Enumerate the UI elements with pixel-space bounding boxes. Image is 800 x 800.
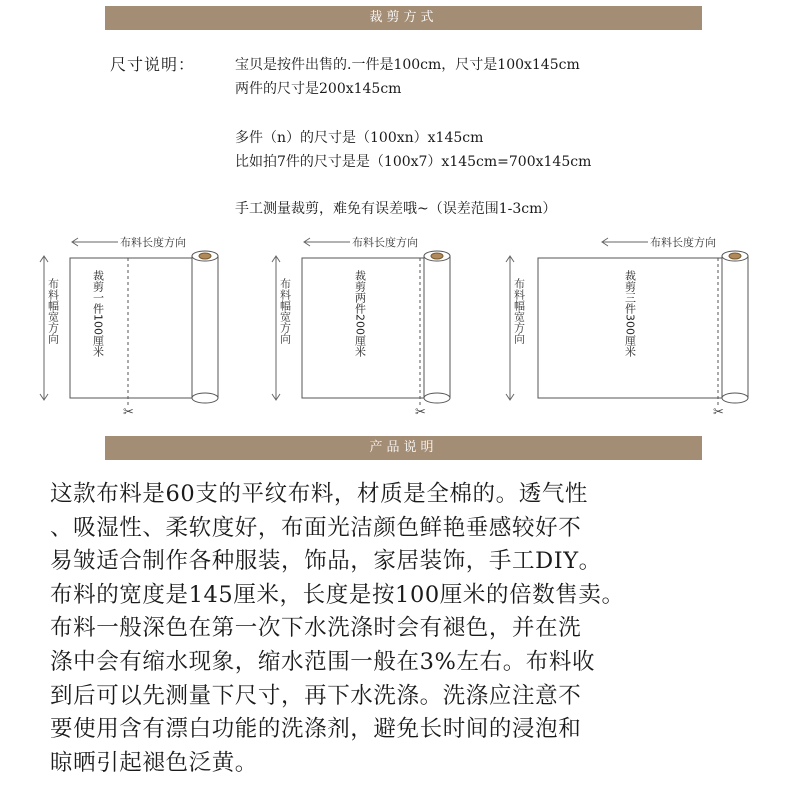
cut-label: 裁剪一件100厘米 — [91, 270, 105, 357]
width-direction-label: 布料幅宽方向 — [512, 278, 526, 344]
description-line: 涤中会有缩水现象，缩水范围一般在3%左右。布料收 — [50, 648, 596, 675]
size-note-line: 宝贝是按件出售的.一件是100cm，尺寸是100x145cm — [235, 57, 580, 73]
cut-diagram-three — [506, 235, 748, 420]
product-description — [50, 478, 780, 780]
cut-diagram-one — [40, 235, 218, 420]
description-line: 布料的宽度是145厘米，长度是按100厘米的倍数售卖。 — [50, 581, 625, 608]
width-direction-label: 布料幅宽方向 — [46, 278, 60, 344]
roll-core — [431, 253, 443, 259]
size-notes-label: 尺寸说明： — [110, 55, 196, 74]
length-direction-label: 布料长度方向 — [120, 236, 186, 249]
fabric-sheet — [70, 258, 196, 398]
fabric-roll — [424, 256, 450, 398]
fabric-roll — [722, 256, 748, 398]
description-line: 到后可以先测量下尺寸，再下水洗涤。洗涤应注意不 — [50, 682, 582, 709]
cutting-diagrams — [0, 230, 800, 425]
cut-label: 裁剪两件200厘米 — [353, 270, 367, 357]
roll-core — [199, 253, 211, 259]
scissors-icon: ✂ — [713, 405, 724, 420]
cut-diagram-two — [272, 235, 450, 420]
cut-label: 裁剪三件300厘米 — [623, 270, 637, 357]
description-line: 这款布料是60支的平纹布料，材质是全棉的。透气性 — [50, 481, 589, 507]
size-note-line: 两件的尺寸是200x145cm — [235, 81, 402, 97]
roll-bottom — [722, 393, 748, 403]
scissors-icon: ✂ — [415, 405, 426, 420]
cutting-method-banner: 裁剪方式 — [105, 6, 702, 30]
fabric-roll — [192, 256, 218, 398]
width-direction-label: 布料幅宽方向 — [278, 278, 292, 344]
size-note-line: 手工测量裁剪，难免有误差哦~（误差范围1-3cm） — [235, 201, 557, 217]
description-line: 晾晒引起褪色泛黄。 — [50, 749, 258, 776]
length-direction-label: 布料长度方向 — [650, 236, 716, 249]
scissors-icon: ✂ — [123, 405, 134, 420]
description-line: 、吸湿性、柔软度好，布面光洁颜色鲜艳垂感较好不 — [50, 514, 582, 541]
roll-bottom — [424, 393, 450, 403]
description-line: 易皱适合制作各种服装，饰品，家居装饰，手工DIY。 — [50, 548, 602, 575]
size-note-line: 比如拍7件的尺寸是是（100x7）x145cm=700x145cm — [235, 154, 592, 170]
description-line: 布料一般深色在第一次下水洗涤时会有褪色，并在洗 — [50, 615, 582, 642]
description-line: 要使用含有漂白功能的洗涤剂，避免长时间的浸泡和 — [50, 716, 582, 743]
roll-bottom — [192, 393, 218, 403]
roll-core — [729, 253, 741, 259]
product-description-banner: 产品说明 — [105, 436, 702, 460]
length-direction-label: 布料长度方向 — [352, 236, 418, 249]
size-note-line: 多件（n）的尺寸是（100xn）x145cm — [235, 130, 484, 146]
